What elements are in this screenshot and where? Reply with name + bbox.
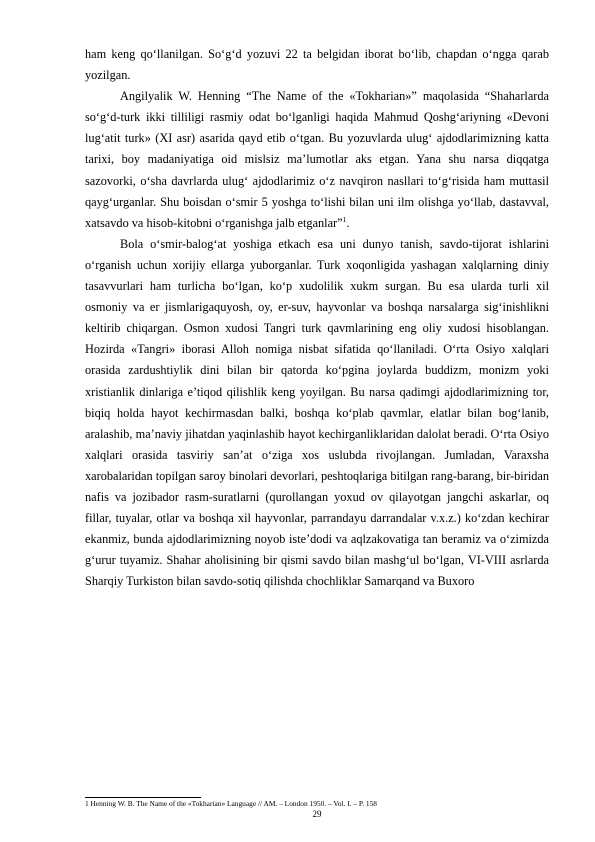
paragraph-3: Bola o‘smir-balog‘at yoshiga etkach esa uni dunyo tanish, savdo-tijorat ishlarini o‘rganish uchun xorijiy ellarga yuborganlar. Turk xoqonligida yashagan xalqlarning diniy tasavvurlari ham turlicha bo‘lgan, ko‘p xudolilik xukm surgan. Bu esa ularda turli xil osmoniy va er jismlarigaquyosh, oy, er-suv, hayvonlar va boshqa narsalarga sig‘inishlikni keltirib chiqargan. Osmon xudosi Tangri turk qavmlarining eng oliy xudosi hisoblangan. Hozirda «Tangri» iborasi Alloh nomiga nisbat sifatida qo‘llaniladi. O‘rta Osiyo xalqlari orasida zardushtiylik dini bilan bir qatorda ko‘pgina joylarda buddizm, monizm yoki xristianlik dinlariga e’tiqod qilishlik keng yoyilgan. Bu narsa qadimgi ajdodlarimizning tor, biqiq holda hayot kechirmasdan balki, boshqa ko‘plab qavmlar, elatlar bilan bog‘lanib, aralashib, ma’naviy jihatdan yaqinlashib hayot kechirganliklaridan dalolat beradi. O‘rta Osiyo xalqlari orasida tasviriy san’at o‘ziga xos uslubda rivojlangan. Jumladan, Varaxsha xarobalaridan topilgan saroy binolari devorlari, peshtoqlariga bitilgan rang-barang, bir-biridan nafis va jozibador rasm-suratlarni (qurollangan yoxud ov qilayotgan jangchi askarlar, oq fillar, tuyalar, otlar va boshqa xil hayvonlar, parrandayu darrandalar v.x.z.) ko‘zdan kechirar ekanmiz, bunda ajdodlarimizning noyob iste’dodi va aqlzakovatiga tan beramiz va o‘zimizda g‘urur tuyamiz. Shahar aholisining bir qismi savdo bilan mashg‘ul bo‘lgan, VI-VIII asrlarda Sharqiy Turkiston bilan savdo-sotiq qilishda chochliklar Samarqand va Buxoro xyxy=(85,236,549,589)
page-body xyxy=(85,44,549,592)
footnote-reference[interactable]: 1 xyxy=(342,214,347,224)
footnote: 1 Henning W. B. The Name of the «Tokharian» Language // AM. – London 1950. – Vol. I. – P. 158 xyxy=(85,799,377,808)
paragraph-2 xyxy=(85,86,549,234)
footnote-divider xyxy=(85,797,201,798)
paragraph-1: ham keng qo‘llanilgan. So‘g‘d yozuvi 22 ta belgidan iborat bo‘lib, chapdan o‘ngga qarab yozilgan. xyxy=(85,47,549,83)
paragraph-2-end: . xyxy=(346,215,350,230)
paragraph-2-text: Angilyalik W. Henning “The Name of the «Tokharian»” maqolasida “Shaharlarda so‘g‘d-turk ikki tilliligi rasmiy odat bo‘lganligi haqida Mahmud Qoshg‘ariyning «Devoni lug‘atit turk» (XI asr) asarida qayd etib o‘tgan. Bu yozuvlarda ulug‘ ajdodlarimizning katta tarixi, boy madaniyatiga oid mislsiz ma’lumotlar aks etgan. Yana shu narsa diqqatga sazovorki, o‘sha davrlarda ulug‘ ajdodlarimiz o‘z navqiron nasllari to‘g‘risida ham muttasil qayg‘urganlar. Shu boisdan o‘smir 5 yoshga to‘lishi bilan uni ilm olishga yo‘llab, dastavval, xatsavdo va hisob-kitobni o‘rganishga jalb etganlar” xyxy=(85,89,549,230)
page-number: 29 xyxy=(312,809,322,819)
